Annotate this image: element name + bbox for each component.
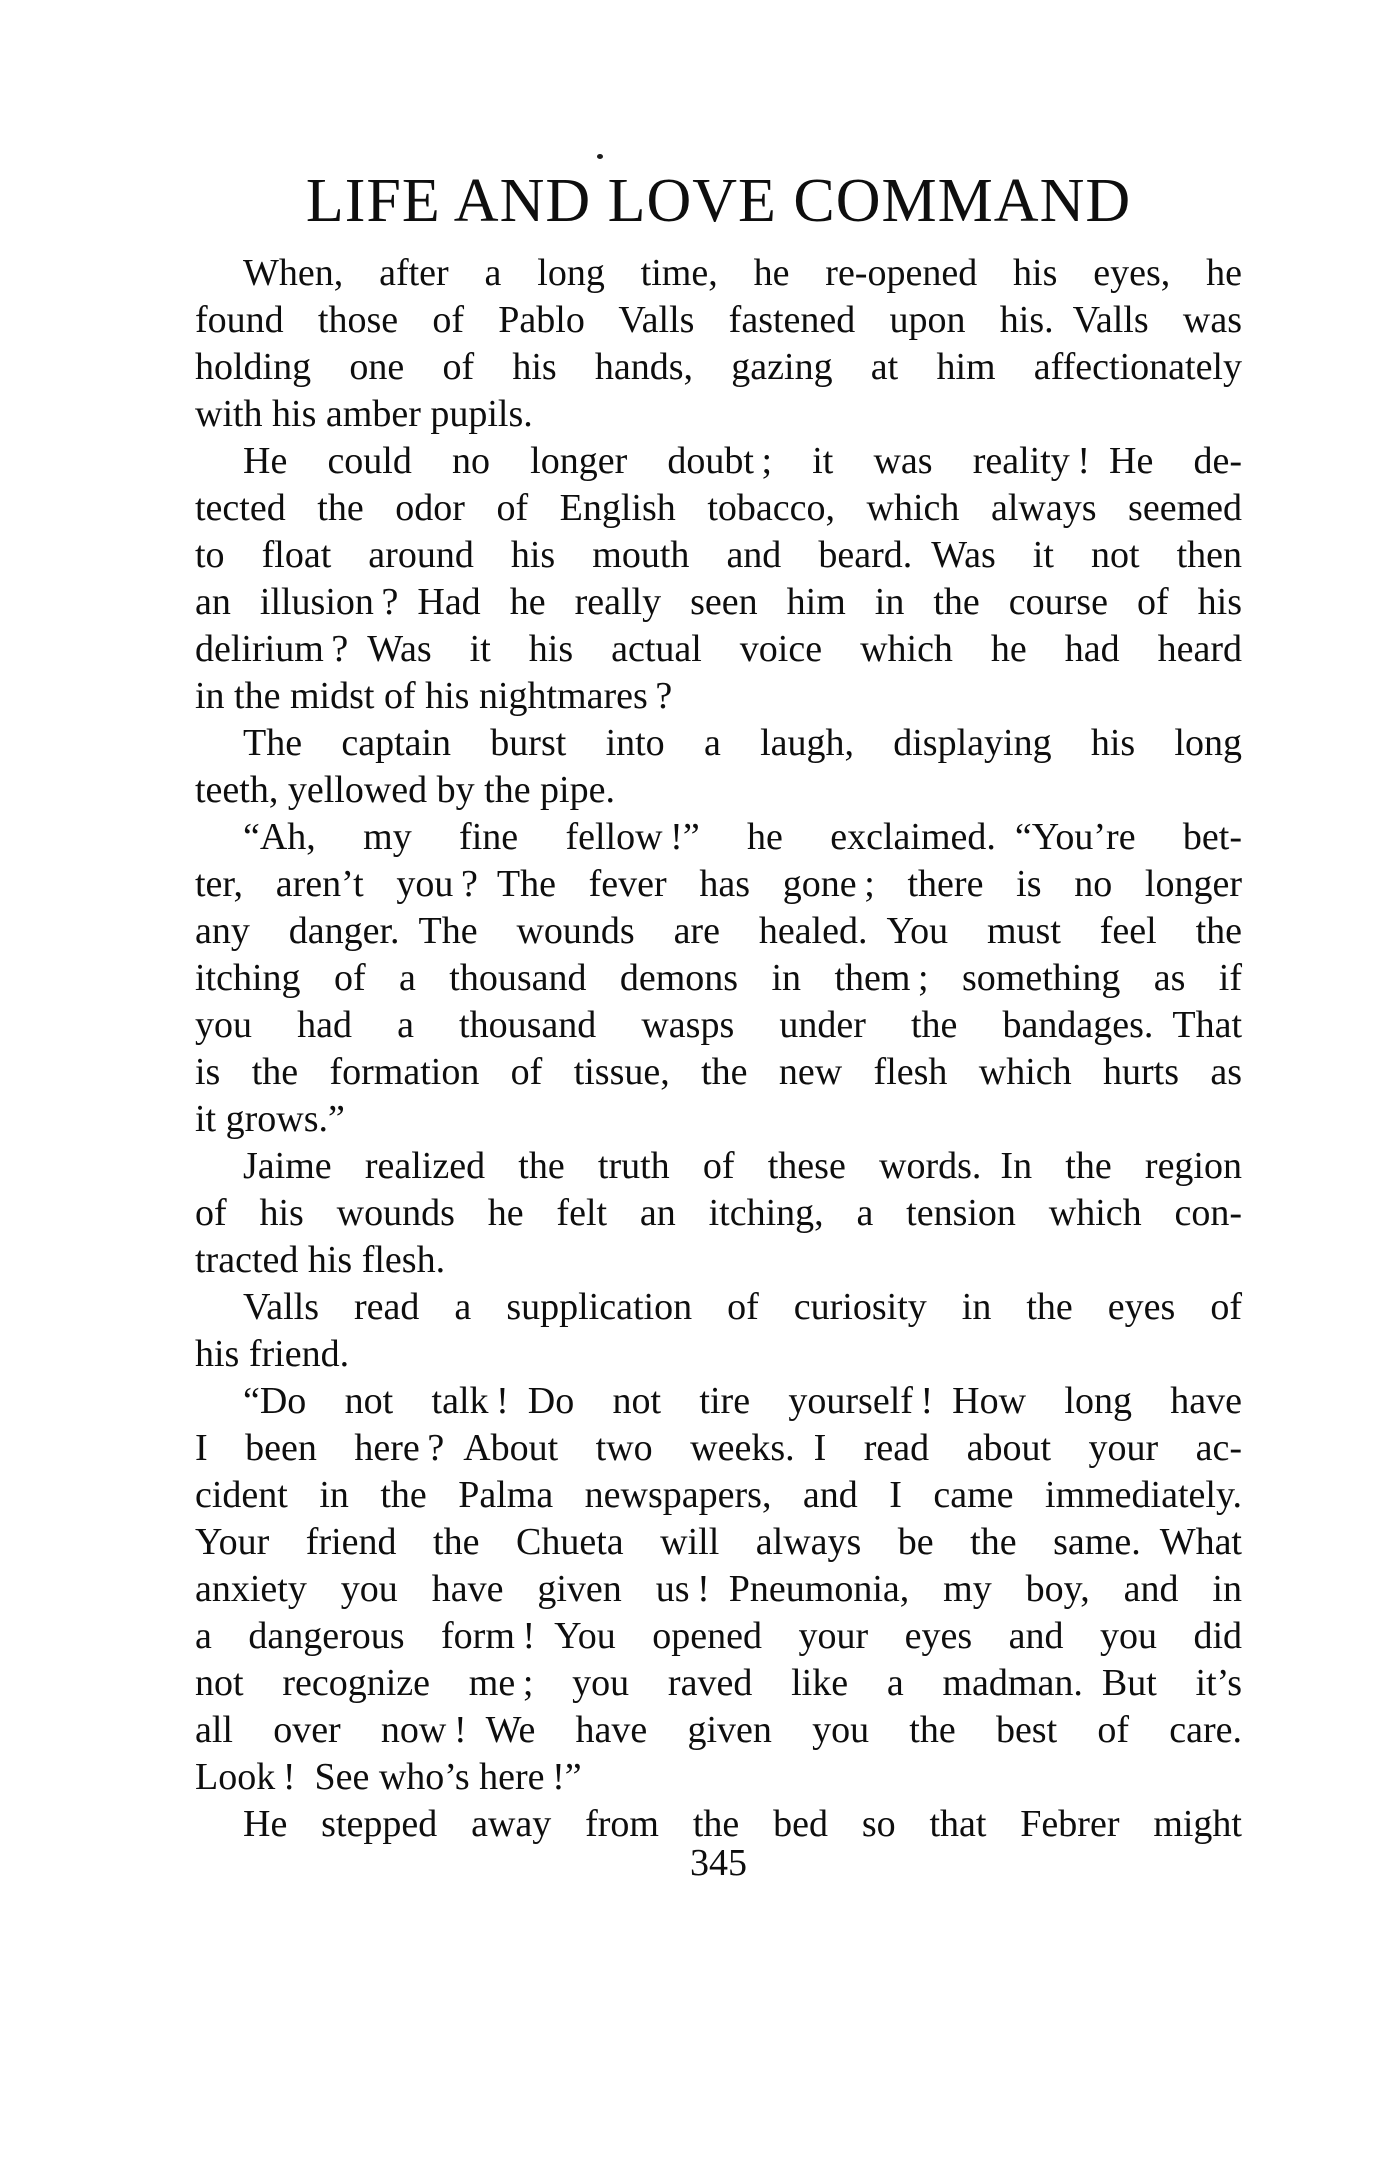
text-line: holding one of his hands, gazing at him affectionately	[195, 346, 1242, 388]
text-line: tracted his flesh.	[195, 1239, 446, 1281]
text-line: to float around his mouth and beard. Was it not then	[195, 534, 1242, 576]
text-line: in the midst of his nightmares ?	[195, 675, 673, 717]
text-line: you had a thousand wasps under the bandages. That	[195, 1004, 1242, 1046]
text-line: Look ! See who’s here !”	[195, 1756, 582, 1798]
text-line: Valls read a supplication of curiosity in the eyes of	[243, 1286, 1242, 1328]
page-title: LIFE AND LOVE COMMAND	[305, 167, 1132, 235]
text-line: his friend.	[195, 1333, 350, 1375]
text-line: all over now ! We have given you the best of care.	[195, 1709, 1242, 1751]
text-line: is the formation of tissue, the new flesh which hurts as	[195, 1051, 1242, 1093]
text-line: any danger. The wounds are healed. You must feel the	[195, 910, 1242, 952]
text-line: of his wounds he felt an itching, a tension which con-	[195, 1192, 1242, 1234]
text-line: delirium ? Was it his actual voice which he had heard	[195, 628, 1242, 670]
text-line: He stepped away from the bed so that Febrer might	[243, 1803, 1242, 1845]
text-line: ter, aren’t you ? The fever has gone ; there is no longer	[195, 863, 1242, 905]
text-line: an illusion ? Had he really seen him in the course of his	[195, 581, 1242, 623]
text-line: teeth, yellowed by the pipe.	[195, 769, 615, 811]
page-number: 345	[690, 1842, 747, 1884]
text-line: itching of a thousand demons in them ; something as if	[195, 957, 1242, 999]
text-line: He could no longer doubt ; it was reality ! He de-	[243, 440, 1242, 482]
text-line: Your friend the Chueta will always be the same. What	[195, 1521, 1242, 1563]
scan-speck	[597, 154, 603, 159]
text-line: I been here ? About two weeks. I read about your ac-	[195, 1427, 1242, 1469]
text-line: When, after a long time, he re-opened his eyes, he	[243, 252, 1242, 294]
text-line: Jaime realized the truth of these words. In the region	[243, 1145, 1242, 1187]
text-line: it grows.”	[195, 1098, 345, 1140]
text-line: with his amber pupils.	[195, 393, 533, 435]
text-line: anxiety you have given us ! Pneumonia, my boy, and in	[195, 1568, 1242, 1610]
text-line: found those of Pablo Valls fastened upon his. Valls was	[195, 299, 1242, 341]
text-line: not recognize me ; you raved like a madman. But it’s	[195, 1662, 1242, 1704]
text-line: cident in the Palma newspapers, and I came immediately.	[195, 1474, 1242, 1516]
text-line: a dangerous form ! You opened your eyes and you did	[195, 1615, 1242, 1657]
text-line: “Do not talk ! Do not tire yourself ! How long have	[243, 1380, 1242, 1422]
text-line: tected the odor of English tobacco, which always seemed	[195, 487, 1242, 529]
page-body	[195, 250, 1242, 1848]
text-line: The captain burst into a laugh, displaying his long	[243, 722, 1242, 764]
text-line: “Ah, my fine fellow !” he exclaimed. “You’re bet-	[243, 816, 1242, 858]
